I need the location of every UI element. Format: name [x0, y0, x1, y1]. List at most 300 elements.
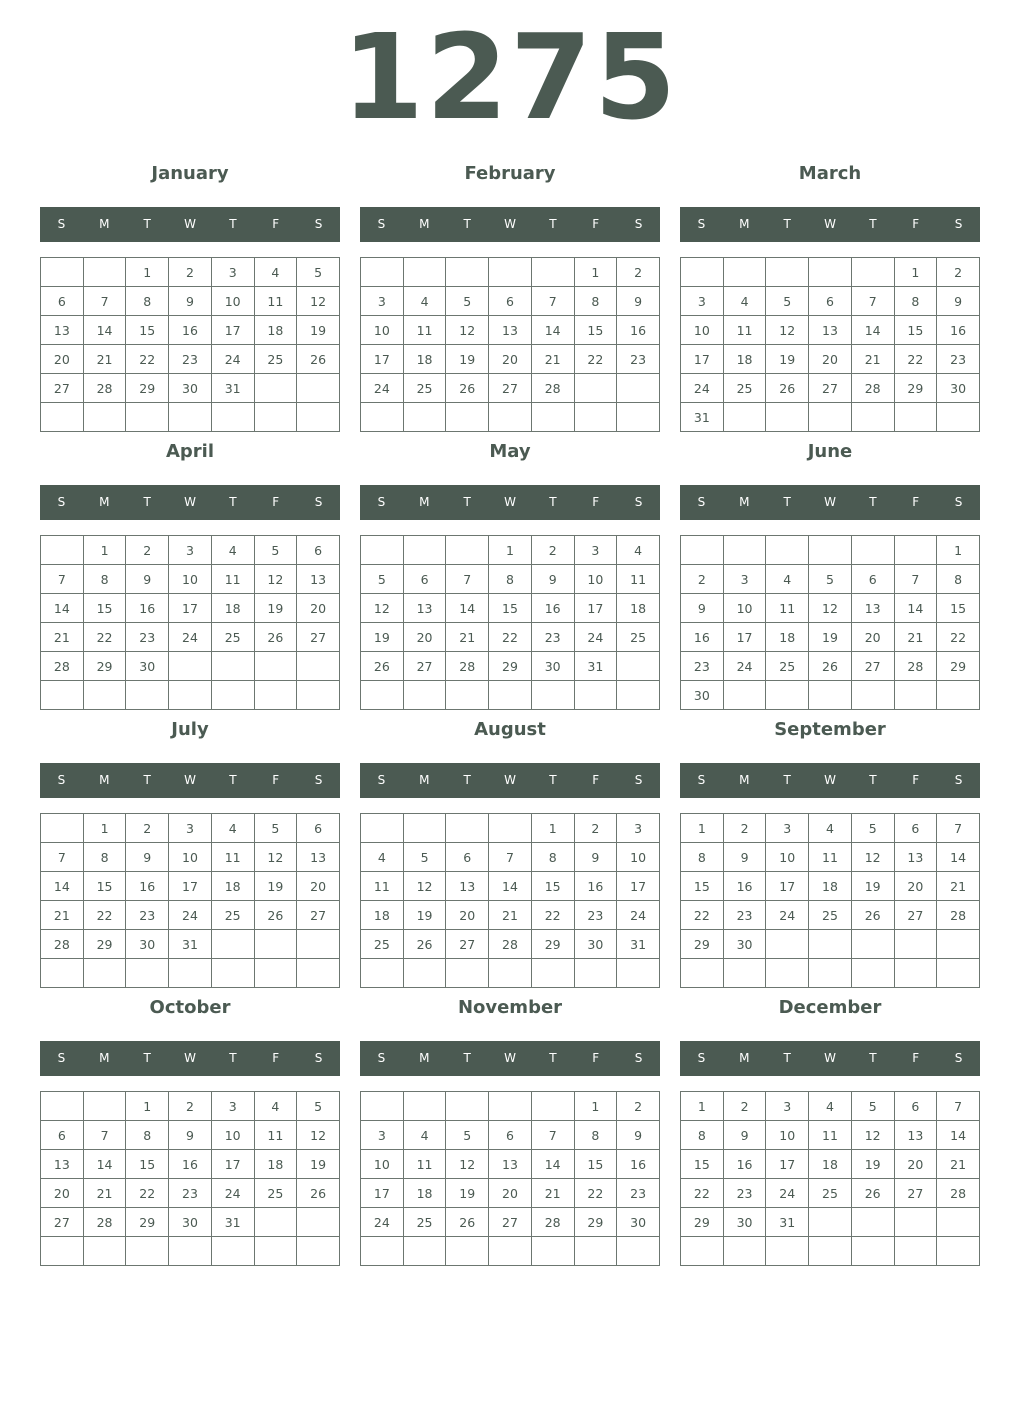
day-cell: 16 — [723, 1150, 766, 1179]
day-cell: 5 — [446, 287, 489, 316]
day-cell: 24 — [361, 374, 404, 403]
day-cell: 26 — [809, 652, 852, 681]
week-row — [681, 374, 980, 403]
month-name: November — [457, 997, 563, 1018]
weekday-label: S — [57, 1051, 66, 1065]
day-cell: 4 — [211, 814, 254, 843]
day-cell: 3 — [169, 814, 212, 843]
day-cell: 3 — [574, 536, 617, 565]
day-cell: 28 — [894, 652, 937, 681]
weekday-label: S — [57, 495, 66, 509]
day-cell: 29 — [489, 652, 532, 681]
day-cell: 4 — [254, 258, 297, 287]
empty-cell — [169, 403, 212, 432]
day-cell: 23 — [126, 623, 169, 652]
day-cell: 4 — [723, 287, 766, 316]
day-cell: 16 — [531, 594, 574, 623]
week-row — [681, 536, 980, 565]
day-cell: 27 — [489, 374, 532, 403]
week-row — [361, 536, 660, 565]
week-row — [41, 345, 340, 374]
day-cell: 6 — [403, 565, 446, 594]
day-cell: 5 — [297, 258, 340, 287]
day-cell: 21 — [937, 1150, 980, 1179]
week-row — [681, 258, 980, 287]
empty-cell — [489, 403, 532, 432]
weekday-label: M — [739, 495, 750, 509]
empty-cell — [574, 959, 617, 988]
day-cell: 6 — [851, 565, 894, 594]
empty-cell — [403, 1092, 446, 1121]
empty-cell — [937, 1208, 980, 1237]
weekday-label: S — [377, 773, 386, 787]
year-title: 1275 — [341, 8, 679, 146]
weekday-label: S — [377, 495, 386, 509]
day-cell: 18 — [766, 623, 809, 652]
day-cell: 21 — [446, 623, 489, 652]
day-cell: 17 — [169, 594, 212, 623]
day-grid — [360, 257, 660, 432]
day-cell: 2 — [617, 1092, 660, 1121]
empty-cell — [361, 814, 404, 843]
weekday-label: M — [419, 495, 430, 509]
day-cell: 9 — [937, 287, 980, 316]
day-cell: 27 — [297, 901, 340, 930]
empty-cell — [169, 1237, 212, 1266]
day-cell: 31 — [766, 1208, 809, 1237]
week-row — [681, 652, 980, 681]
week-row — [41, 1208, 340, 1237]
week-row — [41, 594, 340, 623]
week-row — [681, 930, 980, 959]
empty-cell — [83, 1092, 126, 1121]
day-cell: 16 — [169, 316, 212, 345]
week-row — [681, 872, 980, 901]
weekday-label: S — [697, 1051, 706, 1065]
day-cell: 8 — [894, 287, 937, 316]
day-cell: 20 — [41, 1179, 84, 1208]
empty-cell — [809, 1208, 852, 1237]
empty-cell — [403, 403, 446, 432]
empty-cell — [723, 403, 766, 432]
day-cell: 5 — [851, 814, 894, 843]
month-name: February — [464, 163, 556, 184]
day-cell: 28 — [937, 1179, 980, 1208]
day-cell: 11 — [254, 1121, 297, 1150]
day-cell: 22 — [489, 623, 532, 652]
day-cell: 30 — [723, 1208, 766, 1237]
day-cell: 8 — [574, 287, 617, 316]
day-cell: 24 — [169, 623, 212, 652]
day-cell: 5 — [254, 814, 297, 843]
empty-cell — [937, 930, 980, 959]
day-cell: 8 — [126, 287, 169, 316]
day-cell: 17 — [211, 316, 254, 345]
day-cell: 21 — [531, 1179, 574, 1208]
day-cell: 14 — [83, 1150, 126, 1179]
weekday-label: T — [869, 217, 877, 231]
empty-cell — [41, 681, 84, 710]
empty-cell — [361, 258, 404, 287]
day-cell: 10 — [723, 594, 766, 623]
day-cell: 14 — [41, 594, 84, 623]
day-grid — [680, 1091, 980, 1266]
empty-cell — [83, 681, 126, 710]
day-cell: 20 — [894, 872, 937, 901]
empty-cell — [851, 403, 894, 432]
empty-cell — [211, 403, 254, 432]
day-cell: 25 — [766, 652, 809, 681]
day-cell: 19 — [446, 345, 489, 374]
day-cell: 24 — [766, 1179, 809, 1208]
day-cell: 29 — [531, 930, 574, 959]
day-cell: 13 — [489, 1150, 532, 1179]
empty-cell — [531, 681, 574, 710]
day-cell: 18 — [254, 316, 297, 345]
day-cell: 8 — [681, 1121, 724, 1150]
day-cell: 7 — [83, 1121, 126, 1150]
day-cell: 16 — [574, 872, 617, 901]
empty-cell — [851, 1237, 894, 1266]
day-cell: 24 — [574, 623, 617, 652]
day-cell: 12 — [446, 1150, 489, 1179]
day-cell: 28 — [937, 901, 980, 930]
empty-cell — [937, 403, 980, 432]
empty-cell — [211, 930, 254, 959]
week-row — [681, 1150, 980, 1179]
weekday-label: F — [592, 773, 600, 787]
day-cell: 12 — [254, 843, 297, 872]
empty-cell — [169, 959, 212, 988]
day-grid — [680, 813, 980, 988]
empty-cell — [489, 258, 532, 287]
weekday-label: W — [184, 773, 196, 787]
day-cell: 5 — [851, 1092, 894, 1121]
day-cell: 24 — [681, 374, 724, 403]
empty-cell — [531, 258, 574, 287]
weekday-label: M — [419, 217, 430, 231]
empty-cell — [361, 536, 404, 565]
week-row — [681, 1208, 980, 1237]
day-cell: 6 — [41, 287, 84, 316]
day-cell: 17 — [766, 1150, 809, 1179]
empty-cell — [41, 1092, 84, 1121]
day-cell: 6 — [41, 1121, 84, 1150]
day-cell: 10 — [169, 843, 212, 872]
day-cell: 9 — [574, 843, 617, 872]
empty-cell — [403, 814, 446, 843]
empty-cell — [574, 403, 617, 432]
day-cell: 15 — [489, 594, 532, 623]
day-cell: 20 — [297, 594, 340, 623]
day-cell: 20 — [851, 623, 894, 652]
day-cell: 25 — [809, 901, 852, 930]
weekday-label: S — [697, 495, 706, 509]
day-cell: 26 — [254, 901, 297, 930]
day-cell: 14 — [937, 843, 980, 872]
day-cell: 1 — [126, 1092, 169, 1121]
day-cell: 25 — [617, 623, 660, 652]
day-cell: 28 — [489, 930, 532, 959]
day-cell: 16 — [681, 623, 724, 652]
day-cell: 12 — [809, 594, 852, 623]
day-cell: 11 — [254, 287, 297, 316]
day-cell: 2 — [531, 536, 574, 565]
empty-cell — [809, 959, 852, 988]
empty-cell — [297, 403, 340, 432]
empty-cell — [809, 536, 852, 565]
week-row — [41, 1237, 340, 1266]
empty-cell — [297, 930, 340, 959]
day-cell: 11 — [809, 1121, 852, 1150]
week-row — [361, 316, 660, 345]
day-cell: 26 — [297, 345, 340, 374]
day-cell: 2 — [169, 258, 212, 287]
day-cell: 1 — [681, 814, 724, 843]
empty-cell — [851, 959, 894, 988]
day-cell: 14 — [937, 1121, 980, 1150]
weekday-label: M — [99, 773, 110, 787]
day-cell: 3 — [681, 287, 724, 316]
day-cell: 3 — [169, 536, 212, 565]
week-row — [41, 930, 340, 959]
day-cell: 27 — [894, 1179, 937, 1208]
day-cell: 3 — [766, 814, 809, 843]
empty-cell — [403, 536, 446, 565]
empty-cell — [489, 1237, 532, 1266]
day-cell: 4 — [766, 565, 809, 594]
empty-cell — [723, 258, 766, 287]
day-cell: 13 — [851, 594, 894, 623]
day-cell: 10 — [766, 843, 809, 872]
weekday-header — [360, 485, 660, 520]
month-name: September — [774, 719, 886, 740]
day-cell: 19 — [254, 594, 297, 623]
day-cell: 8 — [574, 1121, 617, 1150]
day-cell: 17 — [681, 345, 724, 374]
day-grid — [360, 1091, 660, 1266]
empty-cell — [297, 959, 340, 988]
day-cell: 10 — [211, 1121, 254, 1150]
day-cell: 7 — [851, 287, 894, 316]
empty-cell — [446, 536, 489, 565]
day-cell: 29 — [681, 1208, 724, 1237]
month-name: January — [151, 163, 229, 184]
empty-cell — [41, 258, 84, 287]
weekday-label: T — [869, 495, 877, 509]
week-row — [681, 681, 980, 710]
weekday-label: F — [272, 495, 280, 509]
day-cell: 23 — [531, 623, 574, 652]
day-cell: 6 — [809, 287, 852, 316]
day-cell: 5 — [254, 536, 297, 565]
day-cell: 27 — [446, 930, 489, 959]
day-cell: 20 — [489, 1179, 532, 1208]
day-cell: 16 — [126, 872, 169, 901]
day-cell: 1 — [126, 258, 169, 287]
day-cell: 17 — [361, 1179, 404, 1208]
week-row — [41, 403, 340, 432]
day-cell: 18 — [723, 345, 766, 374]
empty-cell — [681, 258, 724, 287]
day-cell: 2 — [723, 814, 766, 843]
empty-cell — [681, 536, 724, 565]
day-cell: 18 — [617, 594, 660, 623]
day-cell: 19 — [446, 1179, 489, 1208]
day-cell: 8 — [937, 565, 980, 594]
weekday-label: S — [377, 217, 386, 231]
day-cell: 25 — [723, 374, 766, 403]
day-cell: 20 — [489, 345, 532, 374]
weekday-label: S — [954, 495, 963, 509]
day-cell: 3 — [361, 287, 404, 316]
weekday-header — [680, 763, 980, 798]
month-name: April — [165, 441, 215, 462]
day-grid — [680, 535, 980, 710]
week-row — [41, 959, 340, 988]
week-row — [41, 901, 340, 930]
day-cell: 18 — [403, 1179, 446, 1208]
empty-cell — [446, 814, 489, 843]
day-cell: 22 — [574, 1179, 617, 1208]
day-cell: 18 — [361, 901, 404, 930]
month-name: July — [171, 719, 209, 740]
empty-cell — [531, 959, 574, 988]
weekday-header — [680, 207, 980, 242]
day-cell: 15 — [681, 872, 724, 901]
day-cell: 15 — [681, 1150, 724, 1179]
day-cell: 1 — [937, 536, 980, 565]
day-cell: 17 — [766, 872, 809, 901]
day-cell: 8 — [126, 1121, 169, 1150]
week-row — [681, 959, 980, 988]
empty-cell — [83, 258, 126, 287]
week-row — [41, 623, 340, 652]
empty-cell — [851, 1208, 894, 1237]
day-cell: 22 — [83, 901, 126, 930]
empty-cell — [894, 930, 937, 959]
day-cell: 14 — [851, 316, 894, 345]
day-cell: 24 — [361, 1208, 404, 1237]
weekday-label: T — [229, 773, 237, 787]
day-cell: 19 — [403, 901, 446, 930]
week-row — [361, 594, 660, 623]
empty-cell — [894, 536, 937, 565]
day-cell: 31 — [169, 930, 212, 959]
empty-cell — [41, 1237, 84, 1266]
empty-cell — [766, 258, 809, 287]
empty-cell — [83, 403, 126, 432]
day-cell: 3 — [723, 565, 766, 594]
empty-cell — [723, 1237, 766, 1266]
day-cell: 3 — [211, 1092, 254, 1121]
day-cell: 4 — [361, 843, 404, 872]
day-cell: 30 — [126, 652, 169, 681]
empty-cell — [617, 403, 660, 432]
empty-cell — [574, 681, 617, 710]
day-cell: 13 — [403, 594, 446, 623]
day-cell: 14 — [446, 594, 489, 623]
month-name: May — [489, 441, 531, 462]
week-row — [41, 872, 340, 901]
empty-cell — [894, 403, 937, 432]
month-name: December — [778, 997, 882, 1018]
weekday-label: T — [783, 217, 791, 231]
empty-cell — [446, 403, 489, 432]
day-cell: 13 — [446, 872, 489, 901]
day-cell: 26 — [254, 623, 297, 652]
weekday-label: T — [463, 495, 471, 509]
day-cell: 23 — [723, 901, 766, 930]
day-cell: 4 — [809, 814, 852, 843]
day-cell: 30 — [169, 374, 212, 403]
empty-cell — [126, 403, 169, 432]
day-cell: 15 — [574, 1150, 617, 1179]
empty-cell — [297, 1208, 340, 1237]
week-row — [361, 814, 660, 843]
day-cell: 10 — [169, 565, 212, 594]
weekday-label: F — [592, 1051, 600, 1065]
day-grid — [40, 535, 340, 710]
day-cell: 23 — [681, 652, 724, 681]
week-row — [361, 287, 660, 316]
day-cell: 24 — [211, 345, 254, 374]
empty-cell — [126, 959, 169, 988]
week-row — [361, 843, 660, 872]
day-cell: 13 — [489, 316, 532, 345]
day-cell: 15 — [531, 872, 574, 901]
week-row — [681, 1092, 980, 1121]
day-cell: 25 — [254, 345, 297, 374]
week-row — [41, 258, 340, 287]
month-name: June — [807, 441, 853, 462]
weekday-label: T — [143, 495, 151, 509]
day-cell: 10 — [766, 1121, 809, 1150]
day-cell: 9 — [617, 1121, 660, 1150]
empty-cell — [169, 681, 212, 710]
day-grid — [40, 257, 340, 432]
day-cell: 29 — [126, 374, 169, 403]
day-cell: 24 — [723, 652, 766, 681]
week-row — [361, 1121, 660, 1150]
day-cell: 17 — [574, 594, 617, 623]
weekday-label: F — [272, 773, 280, 787]
day-cell: 14 — [489, 872, 532, 901]
week-row — [361, 1208, 660, 1237]
weekday-label: W — [824, 495, 836, 509]
empty-cell — [211, 1237, 254, 1266]
weekday-label: W — [824, 217, 836, 231]
day-cell: 27 — [297, 623, 340, 652]
weekday-label: M — [739, 773, 750, 787]
empty-cell — [254, 1237, 297, 1266]
day-cell: 8 — [531, 843, 574, 872]
day-cell: 7 — [894, 565, 937, 594]
day-cell: 28 — [531, 1208, 574, 1237]
empty-cell — [83, 959, 126, 988]
day-cell: 21 — [83, 1179, 126, 1208]
day-cell: 7 — [531, 287, 574, 316]
day-cell: 2 — [169, 1092, 212, 1121]
day-cell: 18 — [809, 872, 852, 901]
empty-cell — [126, 1237, 169, 1266]
week-row — [361, 258, 660, 287]
weekday-label: S — [697, 773, 706, 787]
day-cell: 24 — [617, 901, 660, 930]
empty-cell — [766, 930, 809, 959]
day-cell: 5 — [403, 843, 446, 872]
day-cell: 2 — [617, 258, 660, 287]
